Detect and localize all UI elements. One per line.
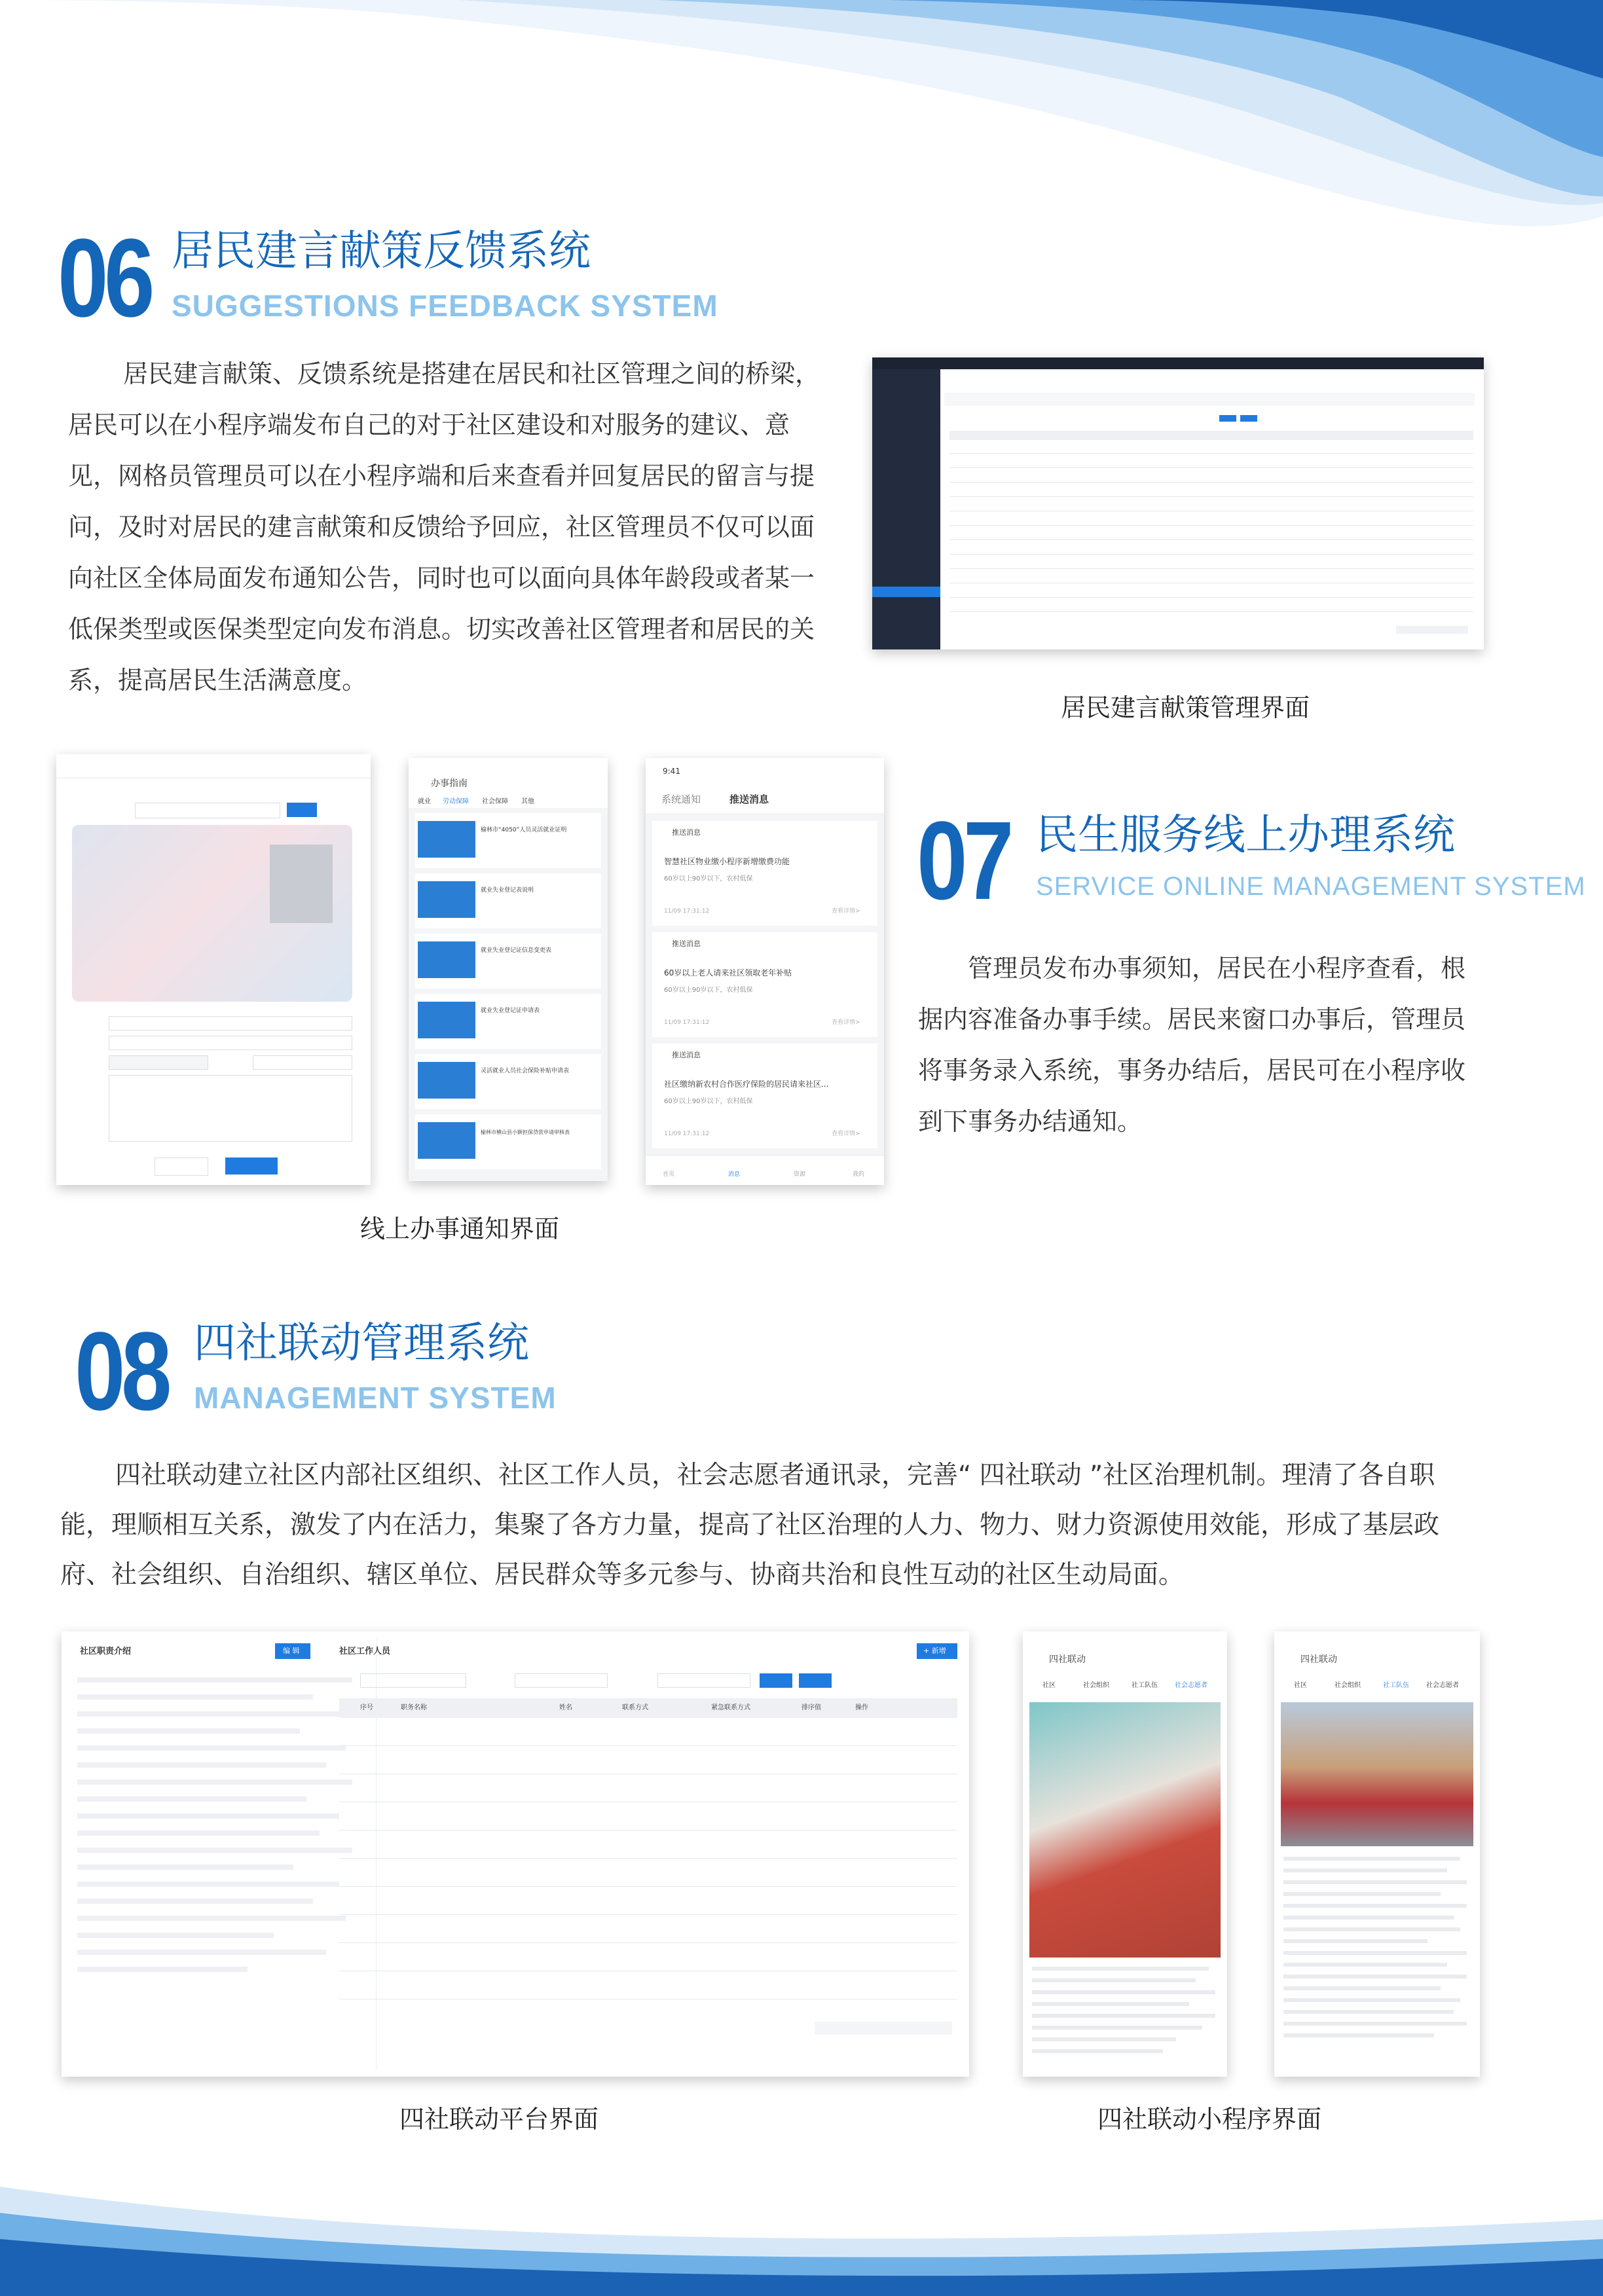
phone-push-card-0-date: 11/09 17:31:12 [664,908,710,915]
phone-push-tab-0[interactable]: 系统通知 [661,793,701,805]
phone-guide-item-2[interactable]: 就业失业登记证信息变更表 [481,947,552,954]
four-phone-right-tab-2[interactable]: 社工队伍 [1383,1682,1409,1689]
phone-push-card-1-more[interactable]: 查看详情> [832,1019,860,1026]
phone-guide-tab-0[interactable]: 就业 [418,798,431,805]
phone-push-card-1-title[interactable]: 60岁以上老人请来社区领取老年补贴 [664,968,792,977]
section-08-caption-right: 四社联动小程序界面 [1097,2105,1322,2134]
phone-push-card-0-meta: 60岁以上90岁以下，农村低保 [664,875,753,883]
four-phone-left-title: 四社联动 [1049,1654,1086,1665]
section-06-paragraph: 居民建言献策、反馈系统是搭建在居民和社区管理之间的桥梁，居民可以在小程序端发布自己的对于社区建设和对服务的建议、意见，网格员管理员可以在小程序端和后来查看并回复居民的留言与提问，及时对居民的建言献策和反馈给予回应，社区管理员不仅可以面向社区全体局面发布通知公告，同时也可以面向具体年龄段或者某一低保类型或医保类型定向发布消息。切实改善社区管理者和居民的关系，提高居民生活满意度。 [68,359,820,695]
four-phone-right-tab-3[interactable]: 社会志愿者 [1426,1682,1459,1689]
office-form-dialog-screenshot [56,754,371,1185]
platform-col-5: 排序值 [802,1704,821,1711]
phone-guide-tab-2[interactable]: 社会保障 [482,798,508,805]
suggestion-admin-screenshot [872,357,1484,649]
section-08-paragraph: 四社联动建立社区内部社区组织、社区工作人员，社会志愿者通讯录，完善“ 四社联动 ”社区治理机制。理清了各自职能，理顺相互关系，激发了内在活力，集聚了各方力量，提高了社区治理的人力、物力、财力资源使用效能，形成了基层政府、社会组织、自治组织、辖区单位、居民群众等多元参与、协商共治和良性互动的社区生动局面。 [60,1461,1440,1590]
phone-push-card-0-tag: 推送消息 [672,828,701,837]
section-07-title: 民生服务线上办理系统 [1036,811,1455,860]
section-07-number: 07 [917,799,1010,923]
phone-guide-item-1[interactable]: 就业失业登记表说明 [481,887,534,894]
phone-push-card-0-more[interactable]: 查看详情> [832,908,860,915]
section-08-title: 四社联动管理系统 [194,1319,529,1368]
phone-push-nav-1[interactable]: 消息 [728,1171,741,1178]
phone-push-card-1-tag: 推送消息 [672,939,701,948]
phone-guide-title: 办事指南 [431,778,468,789]
volunteer-photo [1029,1702,1221,1958]
section-06-caption: 居民建言献策管理界面 [1061,693,1310,722]
section-07-paragraph: 管理员发布办事须知，居民在小程序查看，根据内容准备办事手续。居民来窗口办事后，管理员将事务录入系统，事务办结后，居民可在小程序收到下事务办结通知。 [918,954,1466,1136]
phone-push-nav-2[interactable]: 资源 [794,1171,806,1178]
four-phone-left-tab-3[interactable]: 社会志愿者 [1175,1682,1207,1689]
phone-guide-tab-3[interactable]: 其他 [521,798,534,805]
four-phone-left-tab-0[interactable]: 社区 [1042,1682,1056,1689]
platform-col-1: 职务名称 [401,1704,427,1711]
phone-push-nav-0[interactable]: 首页 [663,1171,675,1178]
phone-push-card-1-meta: 60岁以上90岁以下，农村低保 [664,987,753,994]
phone-push-nav-3[interactable]: 我的 [853,1171,865,1178]
platform-right-title: 社区工作人员 [339,1647,391,1656]
section-08-caption-left: 四社联动平台界面 [399,2105,599,2134]
phone-guide-item-0[interactable]: 榆林市“4050”人员灵活就业证明 [481,827,567,833]
phone-guide-item-5[interactable]: 榆林市横山县小额担保贷款申请审核表 [481,1129,570,1135]
section-08-subtitle: MANAGEMENT SYSTEM [194,1381,557,1415]
section-06-number: 06 [58,216,151,340]
section-06-title: 居民建言献策反馈系统 [172,227,591,276]
social-worker-photo [1281,1702,1473,1846]
phone-guide-tab-1[interactable]: 劳动保障 [443,798,469,805]
phone-guide-item-4[interactable]: 灵活就业人员社会保险补贴申请表 [481,1068,570,1074]
four-society-platform-screenshot [62,1631,969,2077]
platform-col-6: 操作 [855,1704,868,1711]
phone-push-tab-1[interactable]: 推送消息 [729,793,769,805]
four-society-phone-right [1274,1631,1480,2077]
platform-col-0: 序号 [360,1704,373,1711]
platform-col-2: 姓名 [559,1704,572,1711]
four-phone-left-tab-2[interactable]: 社工队伍 [1132,1682,1158,1689]
platform-add-button[interactable]: + 新增 [923,1647,946,1655]
phone-guide-item-3[interactable]: 就业失业登记证申请表 [481,1008,540,1014]
bottom-wave-decoration [0,2160,1603,2296]
section-06-subtitle: SUGGESTIONS FEEDBACK SYSTEM [172,289,718,323]
four-phone-right-title: 四社联动 [1300,1654,1337,1665]
phone-push-card-2-more[interactable]: 查看详情> [832,1131,860,1137]
phone-guide-screenshot [409,758,608,1181]
four-phone-left-tab-1[interactable]: 社会组织 [1083,1682,1109,1689]
platform-left-title: 社区职责介绍 [80,1647,132,1656]
phone-push-card-2-meta: 60岁以上90岁以下，农村低保 [664,1098,753,1105]
phone-push-card-2-title[interactable]: 社区缴纳新农村合作医疗保险的居民请来社区... [664,1080,829,1089]
four-society-phone-left [1023,1631,1227,2077]
phone-push-time: 9:41 [663,767,680,776]
platform-col-4: 紧急联系方式 [711,1704,750,1711]
four-phone-right-tab-0[interactable]: 社区 [1294,1682,1307,1689]
phone-push-card-0-title[interactable]: 智慧社区物业缴小程序新增缴费功能 [664,857,790,866]
section-07-caption: 线上办事通知界面 [360,1214,560,1243]
phone-push-card-1-date: 11/09 17:31:12 [664,1019,710,1026]
platform-col-3: 联系方式 [622,1704,648,1711]
phone-push-card-2-tag: 推送消息 [672,1051,701,1059]
platform-left-edit-button[interactable]: 编 辑 [283,1647,300,1655]
phone-push-card-2-date: 11/09 17:31:12 [664,1131,710,1137]
section-07-subtitle: SERVICE ONLINE MANAGEMENT SYSTEM [1036,872,1586,901]
phone-push-screenshot [646,758,884,1185]
section-08-number: 08 [75,1309,168,1434]
four-phone-right-tab-1[interactable]: 社会组织 [1335,1682,1361,1689]
